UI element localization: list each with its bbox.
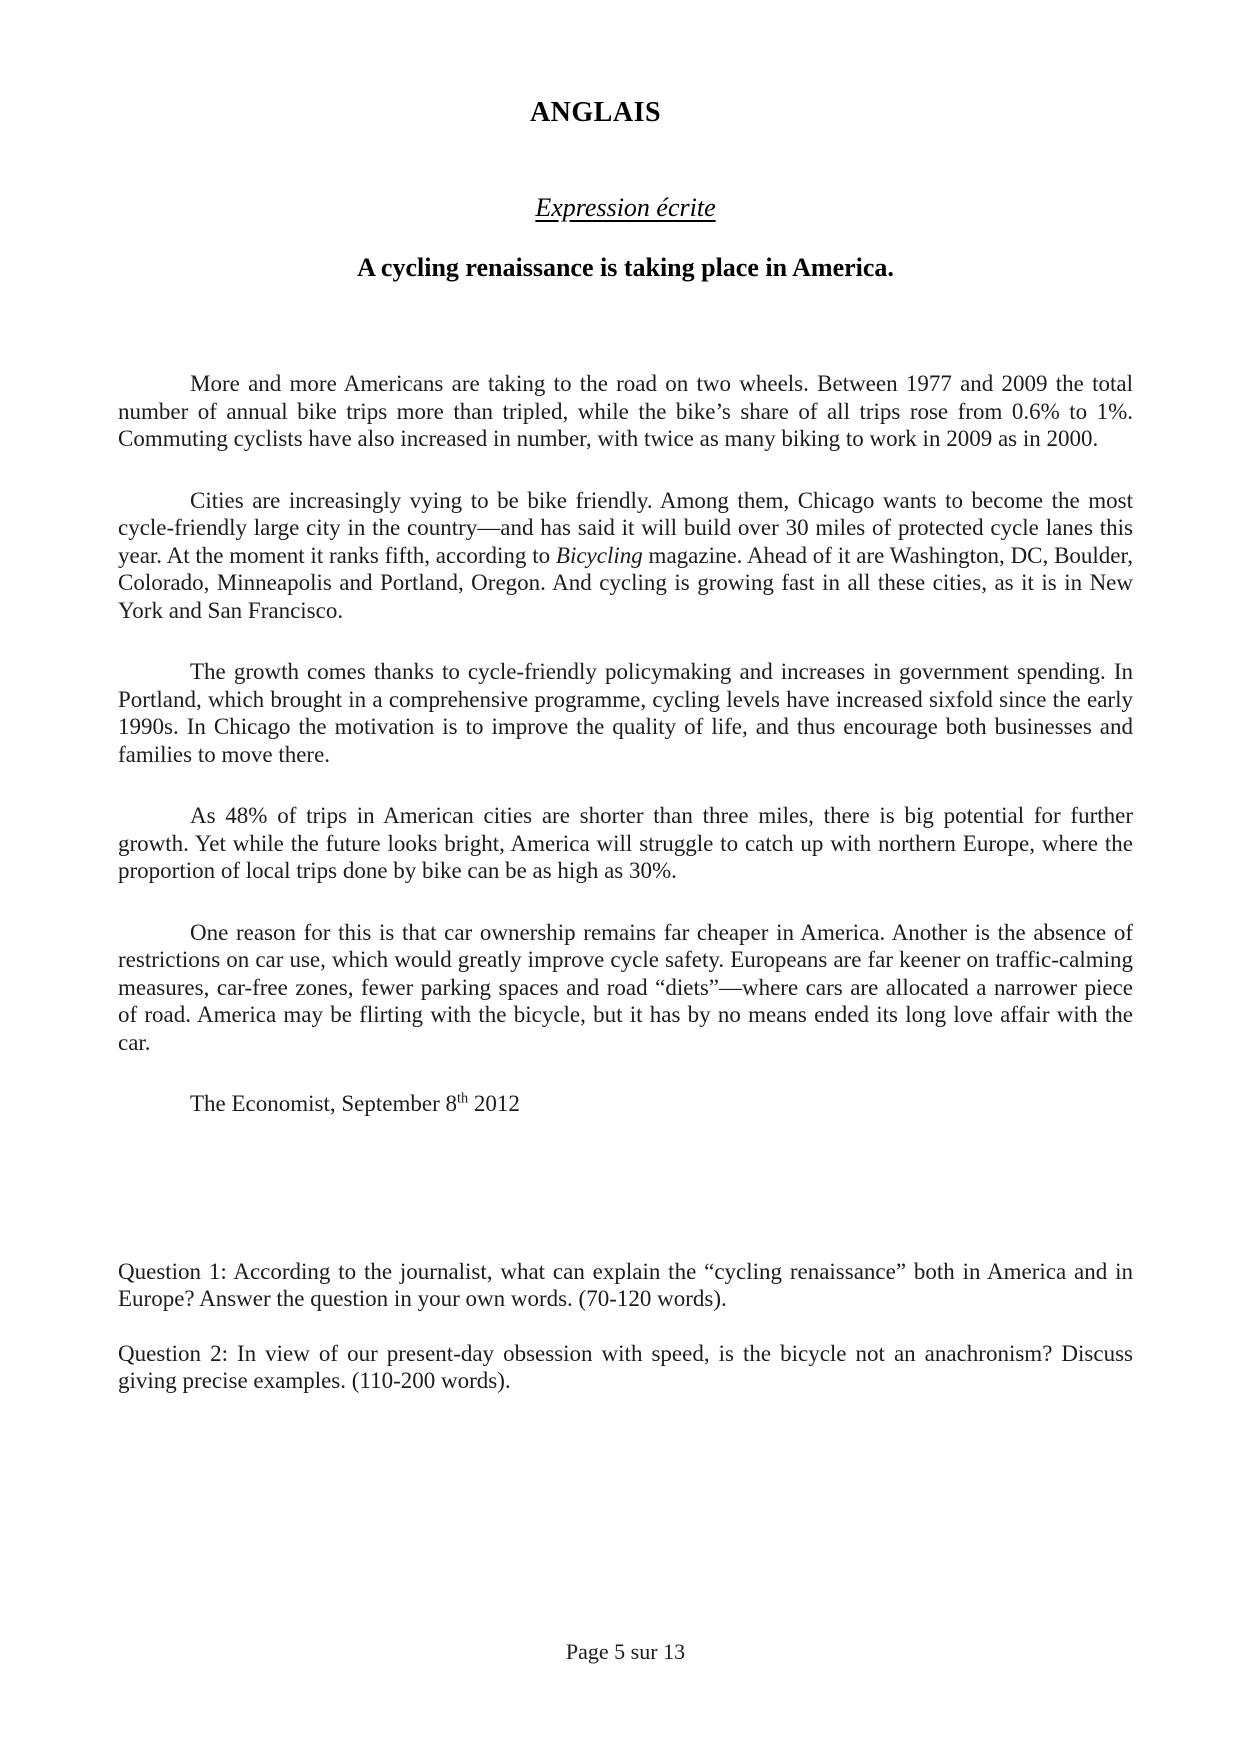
paragraph-2-text-before: Cities are increasingly vying to be bike friendly. Among them, Chicago wants to become the most cycle-friendly large city in the country—and has said it will build over 30 miles of protected cycle lanes this year. At the moment it ranks fifth, according to — [118, 487, 1133, 568]
article-title: A cycling renaissance is taking place in America. — [357, 253, 894, 282]
article-paragraph-5: One reason for this is that car ownership remains far cheaper in America. Another is the absence of restrictions on car use, which would greatly improve cycle safety. Europeans are far keener on traffic-calming measures, car-free zones, fewer parking spaces and road “diets”—where cars are allocated a narrower piece of road. America may be flirting with the bicycle, but it has by no means ended its long love affair with the car. — [118, 919, 1133, 1055]
question-1: Question 1: According to the journalist, what can explain the “cycling renaissance” both in America and in Europe? Answer the question in your own words. (70-120 words). — [118, 1258, 1133, 1311]
magazine-name: Bicycling — [555, 542, 643, 568]
article-paragraph-3: The growth comes thanks to cycle-friendly policymaking and increases in government spending. In Portland, which brought in a comprehensive programme, cycling levels have increased sixfold since the early 1990s. In Chicago the motivation is to improve the quality of life, and thus encourage both businesses and families to move there. — [118, 659, 1133, 767]
article-paragraph-2 — [118, 487, 1133, 625]
question-2: Question 2: In view of our present-day obsession with speed, is the bicycle not an anachronism? Discuss giving precise examples. (110-200 words). — [118, 1340, 1133, 1393]
page-footer — [118, 1638, 1133, 1665]
subject-title: ANGLAIS — [529, 97, 662, 128]
source-attribution — [118, 1090, 1133, 1118]
article-body — [118, 370, 1133, 1118]
attribution-year: 2012 — [468, 1091, 520, 1116]
paragraph-2-text-after: magazine. Ahead of it are Washington, DC, Boulder, Colorado, Minneapolis and Portland, Oregon. And cycling is growing fast in all these cities, as it is in New York and San Francisco. — [118, 542, 1133, 623]
attribution-ordinal-suffix: th — [457, 1090, 469, 1107]
attribution-source-date: The Economist, September 8 — [190, 1091, 457, 1116]
page-number: Page 5 sur 13 — [565, 1639, 686, 1664]
questions-section — [118, 1258, 1133, 1395]
section-title: Expression écrite — [535, 193, 716, 222]
article-paragraph-1: More and more Americans are taking to the road on two wheels. Between 1977 and 2009 the total number of annual bike trips more than tripled, while the bike’s share of all trips rose from 0.6% to 1%. Commuting cyclists have also increased in number, with twice as many biking to work in 2009 as in 2000. — [118, 371, 1133, 451]
article-paragraph-4: As 48% of trips in American cities are shorter than three miles, there is big potential for further growth. Yet while the future looks bright, America will struggle to catch up with northern Europe, where the proportion of local trips done by bike can be as high as 30%. — [118, 803, 1133, 883]
